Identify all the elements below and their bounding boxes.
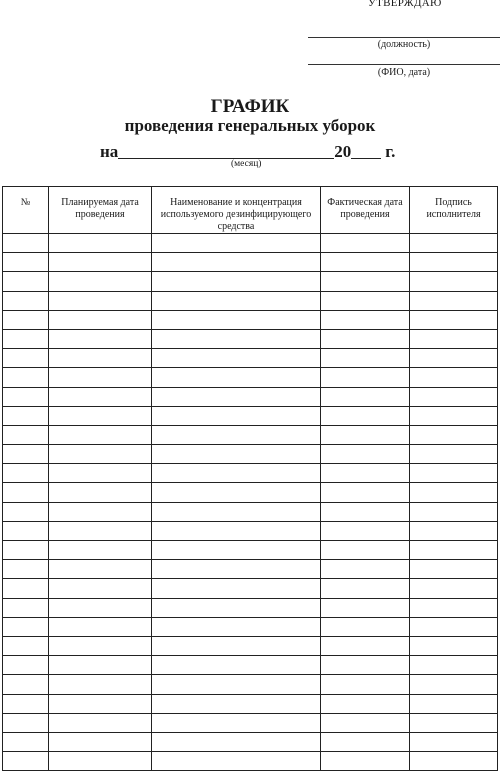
cell-planned-date [49,541,152,560]
cell-signature [410,406,498,425]
cell-number [3,617,49,636]
cell-disinfectant [152,713,321,732]
cell-actual-date [321,521,410,540]
cell-signature [410,310,498,329]
cell-number [3,713,49,732]
cell-signature [410,656,498,675]
cell-planned-date [49,752,152,771]
cell-actual-date [321,656,410,675]
table-row [3,253,498,272]
position-signature-line [308,37,500,38]
month-blank-line [118,144,334,159]
cell-number [3,234,49,253]
cell-signature [410,464,498,483]
cell-disinfectant [152,291,321,310]
table-row [3,483,498,502]
cell-actual-date [321,732,410,751]
table-header-row [3,187,498,234]
year-prefix: 20 [334,142,352,161]
cell-signature [410,272,498,291]
cell-number [3,329,49,348]
cell-number [3,368,49,387]
cell-number [3,425,49,444]
cell-disinfectant [152,521,321,540]
cell-disinfectant [152,425,321,444]
cell-number [3,732,49,751]
table-row [3,502,498,521]
cell-disinfectant [152,675,321,694]
cell-disinfectant [152,329,321,348]
cell-signature [410,694,498,713]
cell-disinfectant [152,502,321,521]
cell-number [3,579,49,598]
year-suffix: г. [385,142,396,161]
table-row [3,752,498,771]
cell-signature [410,579,498,598]
cell-actual-date [321,291,410,310]
cell-number [3,694,49,713]
table-row [3,617,498,636]
cell-signature [410,541,498,560]
column-header-disinfectant: Наименование и концентрация используемого дезинфицирующего средства [152,187,321,234]
cell-number [3,445,49,464]
cell-planned-date [49,272,152,291]
cell-disinfectant [152,349,321,368]
cell-actual-date [321,541,410,560]
cell-planned-date [49,234,152,253]
column-header-number: № [3,187,49,234]
cell-actual-date [321,329,410,348]
table-row [3,310,498,329]
cell-signature [410,329,498,348]
cell-number [3,752,49,771]
table-row [3,329,498,348]
cell-disinfectant [152,368,321,387]
cell-number [3,272,49,291]
cell-number [3,464,49,483]
cell-signature [410,675,498,694]
cell-disinfectant [152,579,321,598]
cell-signature [410,617,498,636]
cell-disinfectant [152,656,321,675]
column-header-actual-date: Фактическая дата проведения [321,187,410,234]
cell-number [3,406,49,425]
cell-actual-date [321,694,410,713]
cell-number [3,502,49,521]
cell-planned-date [49,598,152,617]
cell-actual-date [321,253,410,272]
cell-planned-date [49,464,152,483]
table-row [3,406,498,425]
cell-planned-date [49,406,152,425]
cell-number [3,656,49,675]
cell-number [3,483,49,502]
cell-planned-date [49,636,152,655]
cell-disinfectant [152,560,321,579]
cell-signature [410,636,498,655]
cell-actual-date [321,368,410,387]
cell-signature [410,445,498,464]
cell-actual-date [321,617,410,636]
cell-actual-date [321,425,410,444]
table-row [3,694,498,713]
cell-actual-date [321,636,410,655]
approval-heading: УТВЕРЖДАЮ [368,0,442,9]
cell-actual-date [321,234,410,253]
table-row [3,368,498,387]
table-row [3,713,498,732]
cell-number [3,387,49,406]
cell-disinfectant [152,310,321,329]
cell-planned-date [49,732,152,751]
table-row [3,675,498,694]
cell-disinfectant [152,483,321,502]
cell-disinfectant [152,272,321,291]
table-row [3,464,498,483]
table-row [3,732,498,751]
table-row [3,560,498,579]
cell-number [3,636,49,655]
cell-planned-date [49,387,152,406]
cell-actual-date [321,464,410,483]
cell-actual-date [321,272,410,291]
cell-planned-date [49,368,152,387]
cell-planned-date [49,291,152,310]
cell-actual-date [321,310,410,329]
cell-actual-date [321,445,410,464]
cell-disinfectant [152,598,321,617]
cell-actual-date [321,579,410,598]
table-row [3,425,498,444]
cell-signature [410,560,498,579]
cell-signature [410,387,498,406]
cell-number [3,675,49,694]
cell-disinfectant [152,541,321,560]
cell-signature [410,732,498,751]
cell-signature [410,752,498,771]
cell-planned-date [49,713,152,732]
table-row [3,272,498,291]
cell-actual-date [321,675,410,694]
table-row [3,598,498,617]
table-row [3,387,498,406]
table-row [3,636,498,655]
table-row [3,541,498,560]
cell-signature [410,349,498,368]
cell-number [3,291,49,310]
cell-planned-date [49,560,152,579]
cell-number [3,541,49,560]
cell-number [3,349,49,368]
cleaning-schedule-table [2,186,498,771]
cell-actual-date [321,598,410,617]
cell-planned-date [49,656,152,675]
cell-planned-date [49,445,152,464]
cell-planned-date [49,425,152,444]
cell-actual-date [321,560,410,579]
period-prefix: на [100,142,119,161]
cell-planned-date [49,253,152,272]
cell-planned-date [49,675,152,694]
cell-actual-date [321,752,410,771]
name-date-signature-line [308,64,500,65]
cell-actual-date [321,349,410,368]
cell-signature [410,368,498,387]
document-title [0,96,500,135]
cell-disinfectant [152,234,321,253]
cell-signature [410,291,498,310]
cell-disinfectant [152,464,321,483]
table-row [3,445,498,464]
title-main: ГРАФИК [210,96,290,117]
cell-actual-date [321,387,410,406]
table-row [3,656,498,675]
cell-signature [410,483,498,502]
cell-actual-date [321,406,410,425]
cell-planned-date [49,483,152,502]
cell-planned-date [49,694,152,713]
table-row [3,349,498,368]
position-caption: (должность) [377,39,431,50]
table-row [3,521,498,540]
table-row [3,234,498,253]
cell-number [3,310,49,329]
cell-signature [410,234,498,253]
name-date-caption: (ФИО, дата) [377,67,431,78]
cell-disinfectant [152,752,321,771]
cell-signature [410,425,498,444]
cell-planned-date [49,502,152,521]
cell-disinfectant [152,406,321,425]
cell-signature [410,502,498,521]
cell-disinfectant [152,387,321,406]
cell-disinfectant [152,694,321,713]
cell-planned-date [49,521,152,540]
cell-actual-date [321,502,410,521]
cell-number [3,521,49,540]
cell-disinfectant [152,636,321,655]
cell-signature [410,598,498,617]
month-caption: (месяц) [231,159,262,169]
cell-planned-date [49,579,152,598]
cell-number [3,560,49,579]
cell-planned-date [49,349,152,368]
table-body [3,234,498,771]
cell-actual-date [321,713,410,732]
cell-disinfectant [152,253,321,272]
cell-planned-date [49,310,152,329]
cell-actual-date [321,483,410,502]
cell-disinfectant [152,445,321,464]
column-header-signature: Подпись исполнителя [410,187,498,234]
cell-disinfectant [152,732,321,751]
cell-number [3,253,49,272]
cell-signature [410,521,498,540]
cell-signature [410,253,498,272]
column-header-planned-date: Планируемая дата проведения [49,187,152,234]
title-subtitle: проведения генеральных уборок [124,116,376,135]
table-row [3,579,498,598]
cell-number [3,598,49,617]
cell-disinfectant [152,617,321,636]
year-blank-line [351,144,381,159]
cell-planned-date [49,617,152,636]
cell-signature [410,713,498,732]
cell-planned-date [49,329,152,348]
table-row [3,291,498,310]
